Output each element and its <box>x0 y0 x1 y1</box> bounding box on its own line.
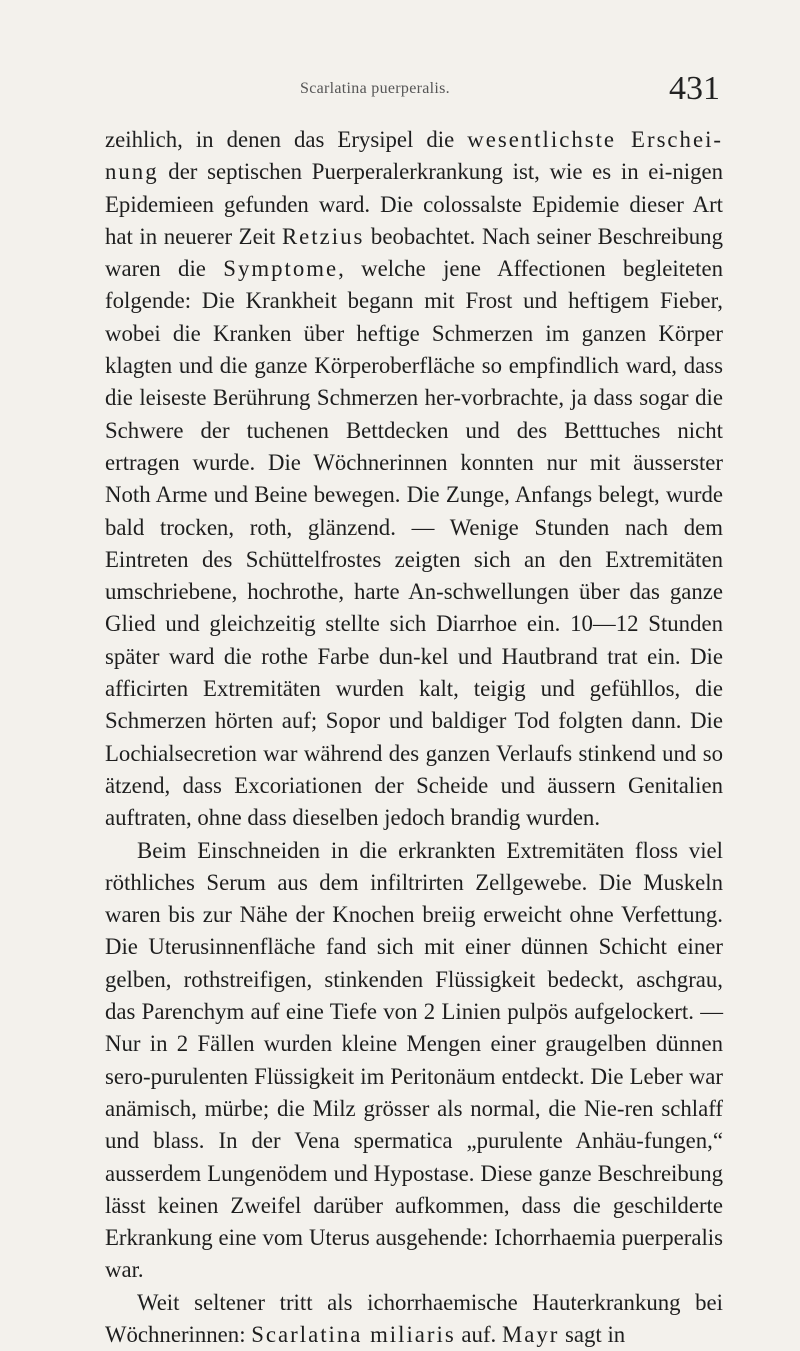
text-segment: beobachtet. Nach seiner Beschreibung waren die <box>105 223 723 282</box>
paragraph-2 <box>105 835 723 1287</box>
text-segment: sagt in <box>559 1321 626 1347</box>
text-segment: Weit seltener tritt als ichorrhaemische Hauterkrankung bei Wöchnerinnen: <box>105 1289 723 1347</box>
running-head: Scarlatina puerperalis. <box>300 80 450 97</box>
paragraph-1 <box>105 124 723 835</box>
page-number: 431 <box>669 70 720 107</box>
author-name: Mayr <box>501 1321 560 1347</box>
text-segment: der septischen Puerperalerkrankung ist, wie es in ei-nigen Epidemieen gefunden ward. Die colossalste Epidemie dieser Art hat in neuerer Zeit <box>105 159 723 249</box>
page-body <box>105 124 723 1351</box>
author-name: Retzius <box>281 223 365 249</box>
spaced-term: Scarlatina miliaris <box>251 1321 456 1347</box>
text-segment: zeihlich, in denen das Erysipel die <box>105 127 468 152</box>
spaced-term: Symptome <box>223 256 339 282</box>
spaced-term: wesentlichste Erschei-nung <box>105 127 723 185</box>
page-header <box>108 70 722 116</box>
paragraph-3 <box>105 1287 723 1351</box>
text-segment: , welche jene Affectionen begleiteten folgende: Die Krankheit begann mit Frost und heftigem Fieber, wobei die Kranken über heftige Schmerzen im ganzen Körper klagten und die ganze Körperoberfläche so empfindlich ward, dass die leiseste Berührung Schmerzen her-vorbrachte, ja dass sogar die Schwere der tuchenen Bettdecken und des Betttuches nicht ertragen wurde. Die Wöchnerinnen konnten nur mit äusserster Noth Arme und Beine bewegen. Die Zunge, Anfangs belegt, wurde bald trocken, roth, glänzend. — Wenige Stunden nach dem Eintreten des Schüttelfrostes zeigten sich an den Extremitäten umschriebene, hochrothe, harte An-schwellungen über das ganze Glied und gleichzeitig stellte sich Diarrhoe ein. 10—12 Stunden später ward die rothe Farbe dun-kel und Hautbrand trat ein. Die afficirten Extremitäten wurden kalt, teigig und gefühllos, die Schmerzen hörten auf; Sopor und baldiger Tod folgten dann. Die Lochialsecretion war während des ganzen Verlaufs stinkend und so ätzend, dass Excoriationen der Scheide und äussern Genitalien auftraten, ohne dass dieselben jedoch brandig wurden. <box>105 256 723 831</box>
text-segment: Beim Einschneiden in die erkrankten Extremitäten floss viel röthliches Serum aus dem infiltrirten Zellgewebe. Die Muskeln waren bis zur Nähe der Knochen breiig erweicht ohne Verfettung. Die Uterusinnenfläche fand sich mit einer dünnen Schicht einer gelben, rothstreifigen, stinkenden Flüssigkeit bedeckt, aschgrau, das Parenchym auf eine Tiefe von 2 Linien pulpös aufgelockert. — Nur in 2 Fällen wurden kleine Mengen einer graugelben dünnen sero-purulenten Flüssigkeit im Peritonäum entdeckt. Die Leber war anämisch, mürbe; die Milz grösser als normal, die Nie-ren schlaff und blass. In der Vena spermatica „purulente Anhäu-fungen,“ ausserdem Lungenödem und Hypostase. Diese ganze Beschreibung lässt keinen Zweifel darüber aufkommen, dass die geschilderte Erkrankung eine vom Uterus ausgehende: Ichorrhaemia puerperalis war. <box>105 837 723 1283</box>
text-segment: auf. <box>455 1321 502 1347</box>
